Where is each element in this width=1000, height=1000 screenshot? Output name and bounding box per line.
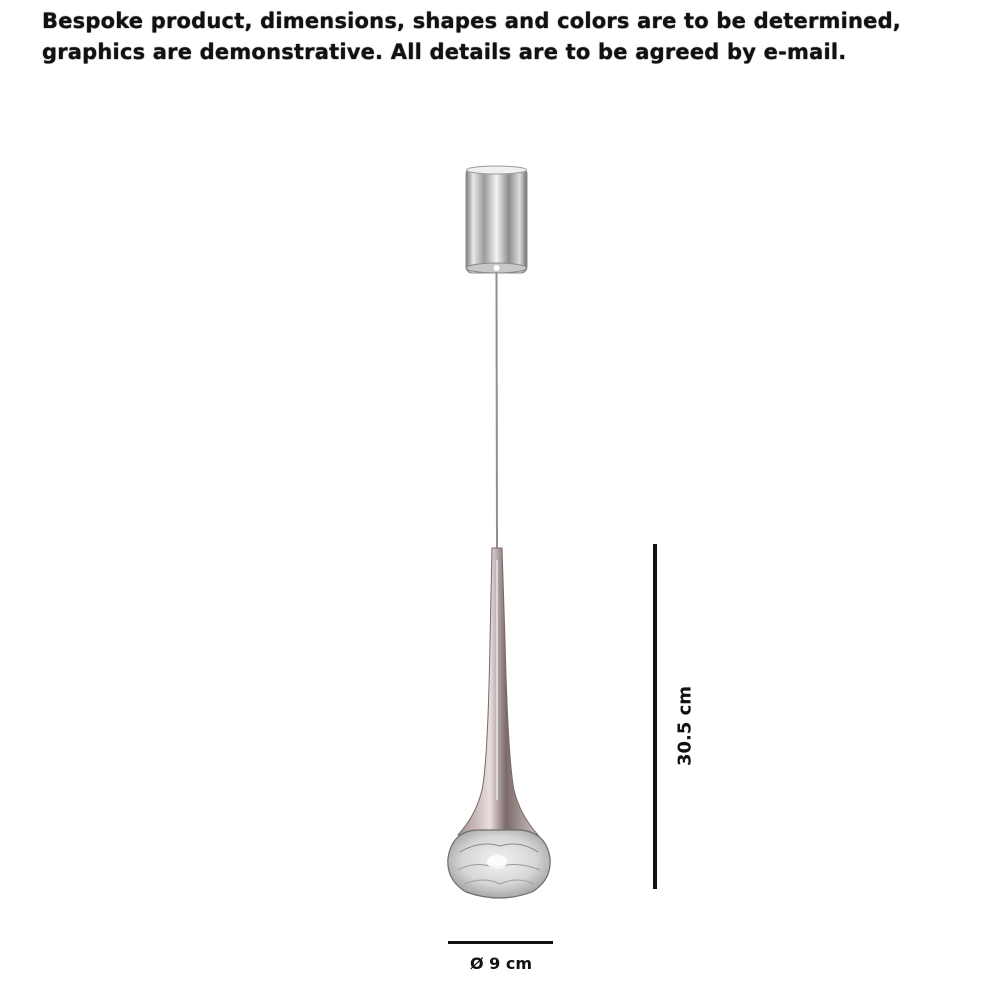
suspension-cable xyxy=(497,272,498,550)
glass-stem xyxy=(458,548,538,835)
diameter-dimension-label: Ø 9 cm xyxy=(470,954,533,973)
bespoke-notice-text: Bespoke product, dimensions, shapes and colors are to be determined, graphics are demonstrative. All details are to be agreed by e-mail. xyxy=(42,9,901,64)
ceiling-canopy xyxy=(466,166,527,273)
diameter-dimension-line xyxy=(448,941,553,944)
glass-diffuser xyxy=(448,830,550,898)
height-dimension-line xyxy=(653,544,657,889)
height-dimension-label: 30.5 cm xyxy=(674,685,696,767)
